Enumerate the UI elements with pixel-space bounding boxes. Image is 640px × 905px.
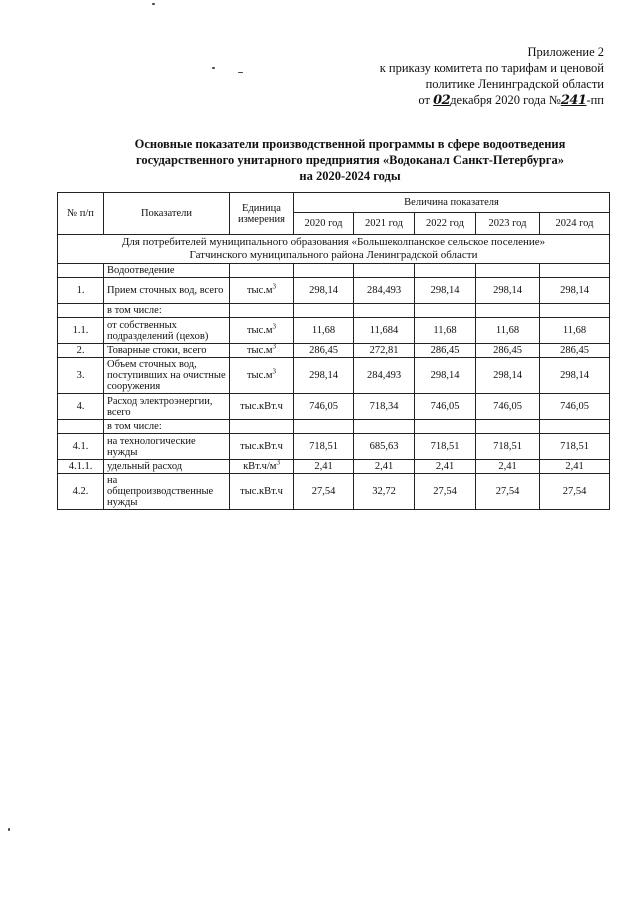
- row-unit: тыс.кВт.ч: [230, 474, 294, 510]
- row-value: [294, 420, 354, 434]
- table-header: [58, 193, 610, 235]
- title-line-1: Основные показатели производственной программы в сфере водоотведения: [134, 137, 566, 151]
- row-unit: $тыс.м^3$: [230, 278, 294, 304]
- row-value: 298,14: [294, 358, 354, 394]
- row-value: 286,45: [476, 344, 540, 358]
- row-value: [415, 420, 476, 434]
- row-value: 284,493: [354, 278, 415, 304]
- row-value: [540, 420, 610, 434]
- row-unit: $тыс.м^3$: [230, 318, 294, 344]
- row-value: 2,41: [354, 460, 415, 474]
- section-row: [58, 235, 610, 264]
- row-num: [58, 304, 104, 318]
- row-value: 27,54: [415, 474, 476, 510]
- scan-speck: [8, 828, 10, 831]
- title-line-3: на 2020-2024 годы: [299, 169, 401, 183]
- scan-speck: [212, 67, 215, 69]
- row-value: [415, 264, 476, 278]
- row-num: 4.2.: [58, 474, 104, 510]
- row-unit: $тыс.м^3$: [230, 358, 294, 394]
- row-name: в том числе:: [104, 304, 230, 318]
- row-value: [354, 264, 415, 278]
- row-num: 3.: [58, 358, 104, 394]
- row-value: 11,68: [540, 318, 610, 344]
- document-title: [80, 136, 620, 184]
- row-value: [476, 264, 540, 278]
- row-value: 718,51: [294, 434, 354, 460]
- row-value: 27,54: [476, 474, 540, 510]
- row-value: 272,81: [354, 344, 415, 358]
- row-value: [476, 304, 540, 318]
- appendix-committee-line: политике Ленинградской области: [425, 77, 604, 91]
- table-row: [58, 420, 610, 434]
- row-num: 1.1.: [58, 318, 104, 344]
- order-number-suffix: -пп: [586, 93, 604, 107]
- date-prefix: от: [418, 93, 430, 107]
- row-name: в том числе:: [104, 420, 230, 434]
- row-value: 286,45: [540, 344, 610, 358]
- table-row: [58, 318, 610, 344]
- row-name: Расход электроэнергии, всего: [104, 394, 230, 420]
- header-year-2020: 2020 год: [294, 213, 354, 235]
- row-value: 11,68: [294, 318, 354, 344]
- section-cell: [58, 235, 610, 264]
- section-line-2: Гатчинского муниципального района Ленинградской области: [189, 249, 478, 261]
- row-value: [540, 304, 610, 318]
- row-value: 298,14: [415, 278, 476, 304]
- row-value: [354, 304, 415, 318]
- row-unit: [230, 420, 294, 434]
- header-unit: Единица измерения: [230, 193, 294, 235]
- row-value: [294, 264, 354, 278]
- header-indicator: Показатели: [104, 193, 230, 235]
- row-value: [415, 304, 476, 318]
- row-num: 4.: [58, 394, 104, 420]
- row-unit: $тыс.м^3$: [230, 344, 294, 358]
- header-year-2022: 2022 год: [415, 213, 476, 235]
- row-name: Объем сточных вод, поступивших на очистные сооружения: [104, 358, 230, 394]
- row-name: на общепроизводственные нужды: [104, 474, 230, 510]
- row-num: [58, 264, 104, 278]
- date-rest: декабря 2020 года №: [450, 93, 561, 107]
- row-num: [58, 420, 104, 434]
- row-name: от собственных подразделений (цехов): [104, 318, 230, 344]
- row-value: 298,14: [294, 278, 354, 304]
- table-row: [58, 344, 610, 358]
- row-value: [540, 264, 610, 278]
- row-value: 2,41: [294, 460, 354, 474]
- indicators-table: [57, 192, 610, 510]
- row-value: 685,63: [354, 434, 415, 460]
- row-name: Прием сточных вод, всего: [104, 278, 230, 304]
- row-unit: [230, 264, 294, 278]
- header-year-2023: 2023 год: [476, 213, 540, 235]
- row-num: 1.: [58, 278, 104, 304]
- row-name: удельный расход: [104, 460, 230, 474]
- row-value: 718,51: [415, 434, 476, 460]
- appendix-date-line: [304, 92, 604, 109]
- row-value: 27,54: [294, 474, 354, 510]
- appendix-block: [304, 44, 604, 109]
- table-row: [58, 394, 610, 420]
- row-value: 298,14: [540, 278, 610, 304]
- header-year-2021: 2021 год: [354, 213, 415, 235]
- row-name: на технологические нужды: [104, 434, 230, 460]
- table-row: [58, 358, 610, 394]
- row-value: 298,14: [476, 278, 540, 304]
- table-row: [58, 460, 610, 474]
- row-value: [354, 420, 415, 434]
- table-row: [58, 264, 610, 278]
- appendix-order-line: к приказу комитета по тарифам и ценовой: [379, 61, 604, 75]
- row-value: 298,14: [540, 358, 610, 394]
- scan-speck: [238, 72, 243, 73]
- order-number-handwritten: 241: [560, 93, 587, 108]
- row-value: 746,05: [540, 394, 610, 420]
- row-value: 11,68: [476, 318, 540, 344]
- row-value: 746,05: [415, 394, 476, 420]
- row-value: [294, 304, 354, 318]
- table-row: [58, 278, 610, 304]
- row-value: 718,51: [540, 434, 610, 460]
- row-name: Товарные стоки, всего: [104, 344, 230, 358]
- row-unit: $кВт.ч/м^3$: [230, 460, 294, 474]
- date-day-handwritten: 02: [433, 93, 451, 108]
- row-num: 4.1.: [58, 434, 104, 460]
- row-value: 286,45: [294, 344, 354, 358]
- row-value: 32,72: [354, 474, 415, 510]
- row-value: 286,45: [415, 344, 476, 358]
- row-value: 718,34: [354, 394, 415, 420]
- scan-speck: [152, 3, 155, 5]
- title-line-2: государственного унитарного предприятия «Водоканал Санкт-Петербурга»: [136, 153, 564, 167]
- row-value: 746,05: [294, 394, 354, 420]
- row-value: 11,68: [415, 318, 476, 344]
- row-value: 2,41: [540, 460, 610, 474]
- appendix-title: Приложение 2: [527, 45, 604, 59]
- table-row: [58, 304, 610, 318]
- row-num: 2.: [58, 344, 104, 358]
- row-unit: тыс.кВт.ч: [230, 434, 294, 460]
- header-num: № п/п: [58, 193, 104, 235]
- row-value: 746,05: [476, 394, 540, 420]
- row-name: Водоотведение: [104, 264, 230, 278]
- header-year-2024: 2024 год: [540, 213, 610, 235]
- row-value: [476, 420, 540, 434]
- row-unit: тыс.кВт.ч: [230, 394, 294, 420]
- row-value: 298,14: [476, 358, 540, 394]
- row-value: 718,51: [476, 434, 540, 460]
- row-value: 2,41: [476, 460, 540, 474]
- row-num: 4.1.1.: [58, 460, 104, 474]
- table-row: [58, 434, 610, 460]
- row-unit: [230, 304, 294, 318]
- row-value: 27,54: [540, 474, 610, 510]
- header-value: Величина показателя: [294, 193, 610, 213]
- row-value: 284,493: [354, 358, 415, 394]
- row-value: 2,41: [415, 460, 476, 474]
- row-value: 11,684: [354, 318, 415, 344]
- section-line-1: Для потребителей муниципального образования «Большеколпанское сельское поселение»: [121, 236, 546, 248]
- row-value: 298,14: [415, 358, 476, 394]
- table-body: [58, 235, 610, 510]
- table-row: [58, 474, 610, 510]
